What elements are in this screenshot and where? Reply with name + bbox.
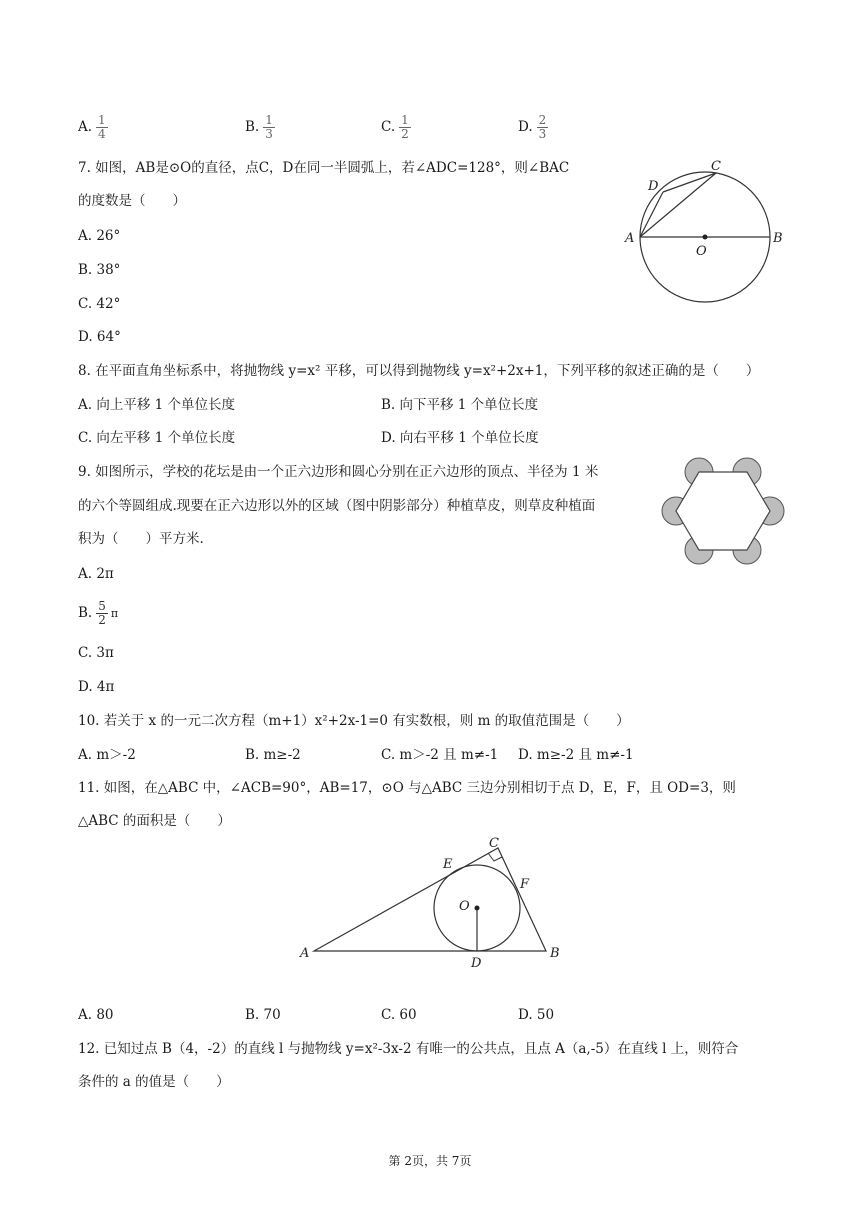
- q6-option-a: A. $\frac{1}{4}$: [78, 113, 106, 141]
- q8-stem: 8. 在平面直角坐标系中，将抛物线 y=x² 平移，可以得到抛物线 y=x²+2x+1，下列平移的叙述正确的是（ ）: [78, 363, 760, 379]
- q8-option-b: B. 向下平移 1 个单位长度: [381, 397, 539, 413]
- q7-label-o: O: [696, 244, 707, 259]
- q11-label-e: E: [443, 857, 453, 872]
- q7-label-c: C: [711, 159, 721, 174]
- q7-stem-line2: 的度数是（ ）: [78, 193, 186, 209]
- q7-circle-figure: [615, 150, 795, 310]
- q7-label-a: A: [625, 231, 635, 246]
- q9-stem-line3: 积为（ ）平方米.: [78, 531, 204, 547]
- q11-label-o: O: [459, 899, 470, 914]
- q11-stem-line1: 11. 如图，在△ABC 中，∠ACB=90°，AB=17，⊙O 与△ABC 三边分别相切于点 D，E，F，且 OD=3，则: [78, 780, 736, 796]
- q7-option-b: B. 38°: [78, 262, 121, 278]
- q9-stem-line1: 9. 如图所示，学校的花坛是由一个正六边形和圆心分别在正六边形的顶点、半径为 1 米: [78, 464, 599, 480]
- q11-label-a: A: [300, 946, 310, 961]
- q10-option-c: C. m＞-2 且 m≠-1: [381, 747, 499, 763]
- q11-label-c: C: [489, 836, 499, 851]
- q9-option-b: B. $\frac{5}{2}$ π: [78, 599, 119, 627]
- q7-stem-line1: 7. 如图，AB是⊙O的直径，点C，D在同一半圆弧上，若∠ADC=128°，则∠BAC: [78, 160, 570, 176]
- page-footer: 第 2页，共 7页: [388, 1154, 472, 1168]
- q6-option-c: C. $\frac{1}{2}$: [381, 113, 409, 141]
- q11-stem-line2: △ABC 的面积是（ ）: [78, 813, 231, 829]
- q11-triangle-figure: [290, 830, 580, 970]
- q7-option-a: A. 26°: [78, 228, 121, 244]
- q8-option-d: D. 向右平移 1 个单位长度: [381, 430, 539, 446]
- q6-option-b: B. $\frac{1}{3}$: [245, 113, 273, 141]
- q6-option-d: D. $\frac{2}{3}$: [518, 113, 547, 141]
- q11-option-b: B. 70: [245, 1007, 281, 1023]
- q11-option-a: A. 80: [78, 1007, 114, 1023]
- q12-stem-line2: 条件的 a 的值是（ ）: [78, 1074, 230, 1090]
- q9-option-a: A. 2π: [78, 566, 114, 582]
- q9-hexagon-figure: [660, 455, 790, 570]
- q10-option-d: D. m≥-2 且 m≠-1: [518, 747, 634, 763]
- q7-label-d: D: [648, 179, 659, 194]
- q9-option-c: C. 3π: [78, 645, 114, 661]
- q10-stem: 10. 若关于 x 的一元二次方程（m+1）x²+2x-1=0 有实数根，则 m 的取值范围是（ ）: [78, 713, 630, 729]
- q11-option-d: D. 50: [518, 1007, 555, 1023]
- q11-label-d: D: [471, 956, 482, 970]
- q12-stem-line1: 12. 已知过点 B（4，-2）的直线 l 与抛物线 y=x²-3x-2 有唯一的公共点，且点 A（a,-5）在直线 l 上，则符合: [78, 1041, 739, 1057]
- q9-option-d: D. 4π: [78, 679, 115, 695]
- q11-option-c: C. 60: [381, 1007, 417, 1023]
- q7-option-d: D. 64°: [78, 329, 121, 345]
- q8-option-a: A. 向上平移 1 个单位长度: [78, 397, 236, 413]
- q8-option-c: C. 向左平移 1 个单位长度: [78, 430, 236, 446]
- q7-option-c: C. 42°: [78, 296, 121, 312]
- q10-option-b: B. m≥-2: [245, 747, 301, 763]
- q11-label-b: B: [550, 946, 560, 961]
- q10-option-a: A. m＞-2: [78, 747, 136, 763]
- q7-label-b: B: [773, 231, 783, 246]
- q9-stem-line2: 的六个等圆组成.现要在正六边形以外的区域（图中阴影部分）种植草皮，则草皮种植面: [78, 498, 596, 514]
- q11-label-f: F: [520, 877, 530, 892]
